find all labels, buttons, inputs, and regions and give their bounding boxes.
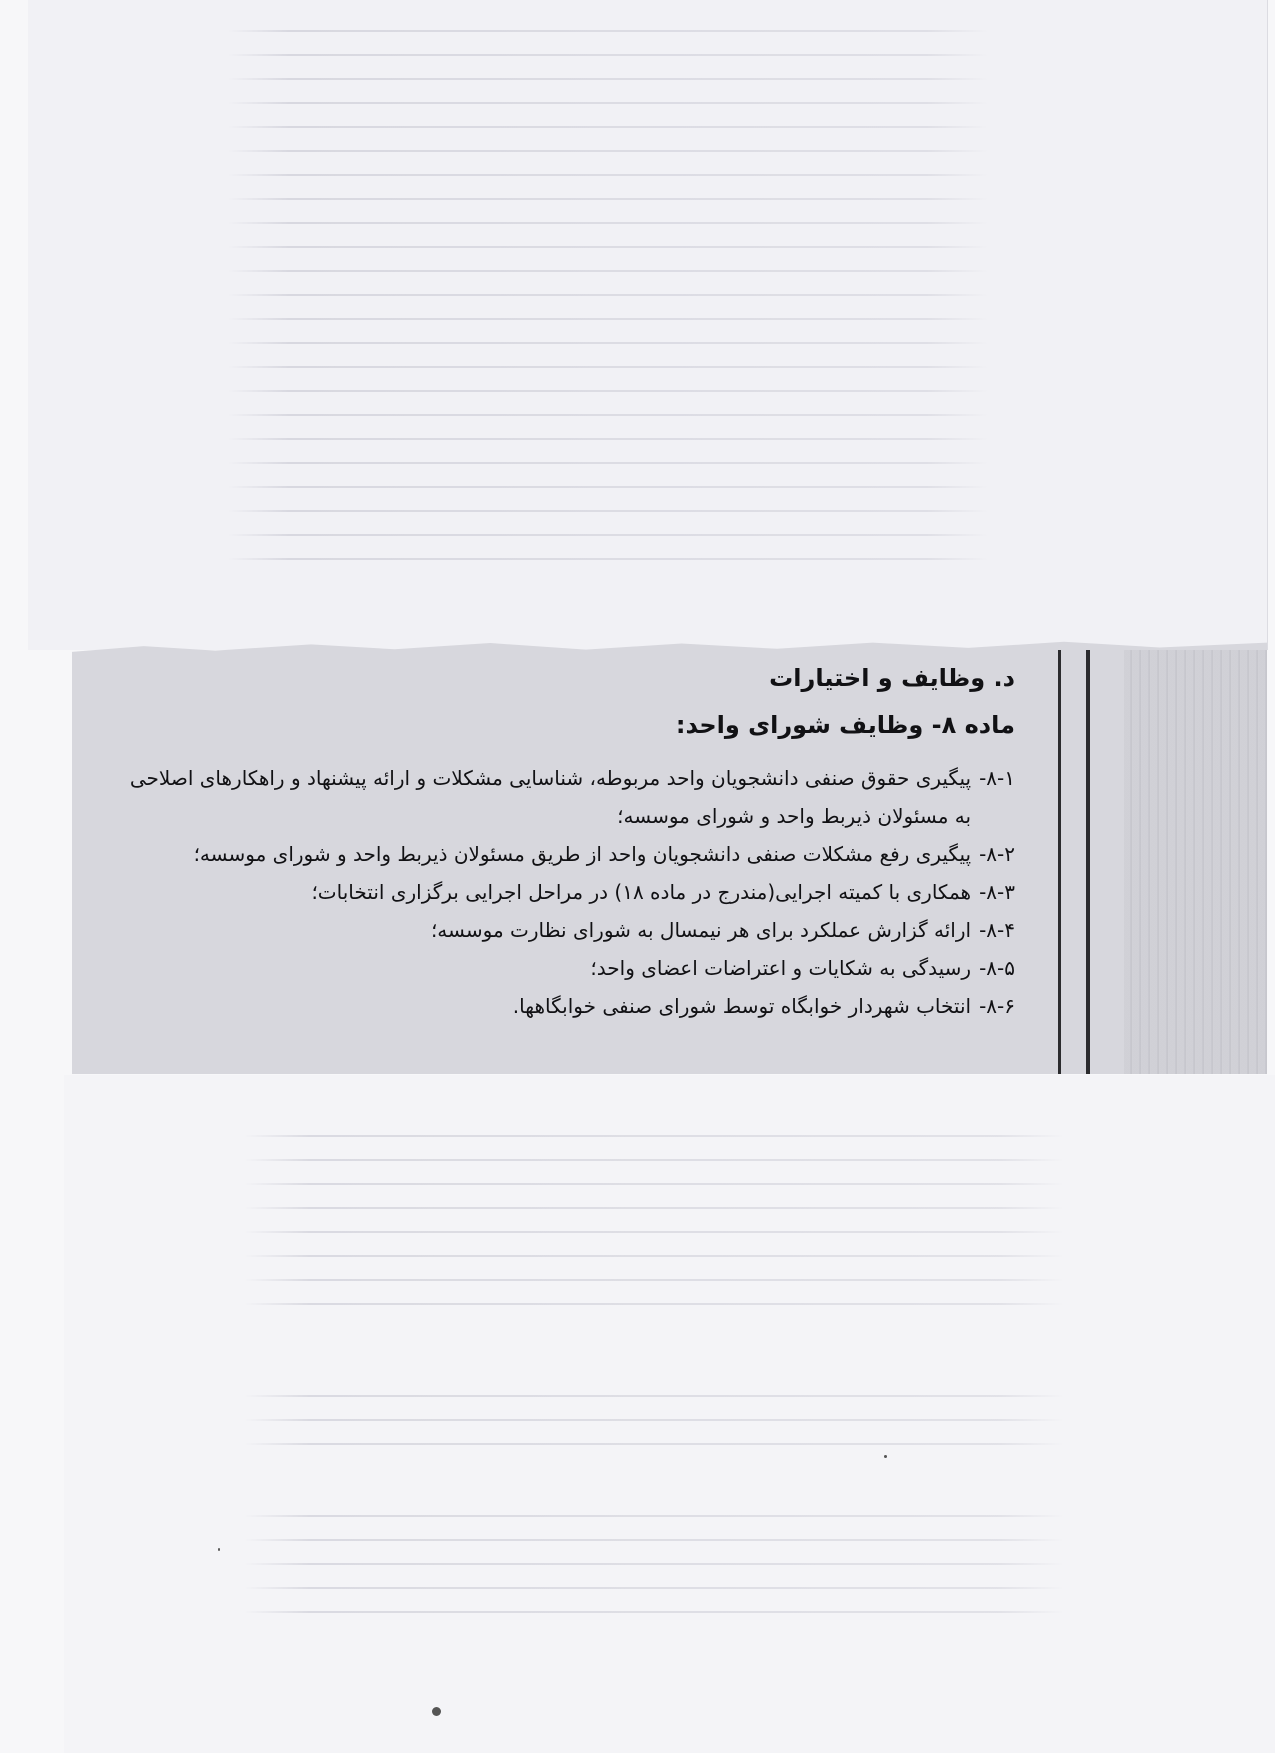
margin-rule-left bbox=[1058, 650, 1061, 1074]
document-body bbox=[120, 655, 1015, 1025]
article-heading: ماده ۸- وظایف شورای واحد: bbox=[675, 711, 1015, 739]
dirt-speck bbox=[884, 1455, 887, 1458]
item-number: ۸-۳- bbox=[979, 880, 1015, 904]
faded-lower-sheet bbox=[64, 1075, 1275, 1753]
item-number: ۸-۲- bbox=[979, 842, 1015, 866]
dirt-speck bbox=[432, 1707, 441, 1716]
item-number: ۸-۱- bbox=[979, 766, 1015, 790]
margin-rule-right bbox=[1086, 650, 1090, 1074]
dirt-speck bbox=[218, 1548, 220, 1551]
list-item bbox=[120, 911, 1015, 949]
bleed-through-text-upper bbox=[228, 30, 988, 582]
item-number: ۸-۴- bbox=[979, 918, 1015, 942]
item-text: انتخاب شهردار خوابگاه توسط شورای صنفی خوابگاهها. bbox=[512, 994, 972, 1018]
section-heading: د. وظایف و اختیارات bbox=[769, 664, 1015, 692]
strip-edge-shading bbox=[1124, 650, 1267, 1074]
item-text: رسیدگی به شکایات و اعتراضات اعضای واحد؛ bbox=[590, 956, 972, 980]
list-item bbox=[120, 873, 1015, 911]
item-number: ۸-۶- bbox=[979, 994, 1015, 1018]
list-item bbox=[120, 987, 1015, 1025]
list-item bbox=[120, 835, 1015, 873]
item-text: پیگیری حقوق صنفی دانشجویان واحد مربوطه، شناسایی مشکلات و ارائه پیشنهاد و راهکارهای اصلاحی به مسئولان ذیربط واحد و شورای موسسه؛ bbox=[129, 766, 972, 828]
faded-upper-sheet bbox=[28, 0, 1268, 650]
item-number: ۸-۵- bbox=[979, 956, 1015, 980]
bleed-through-text-lower bbox=[244, 1135, 1064, 1635]
list-item bbox=[120, 949, 1015, 987]
item-text: پیگیری رفع مشکلات صنفی دانشجویان واحد از طریق مسئولان ذیربط واحد و شورای موسسه؛ bbox=[193, 842, 972, 866]
item-text: ارائه گزارش عملکرد برای هر نیمسال به شورای نظارت موسسه؛ bbox=[430, 918, 972, 942]
item-text: همکاری با کمیته اجرایی(مندرج در ماده ۱۸) در مراحل اجرایی برگزاری انتخابات؛ bbox=[311, 880, 972, 904]
list-item bbox=[120, 759, 1015, 835]
